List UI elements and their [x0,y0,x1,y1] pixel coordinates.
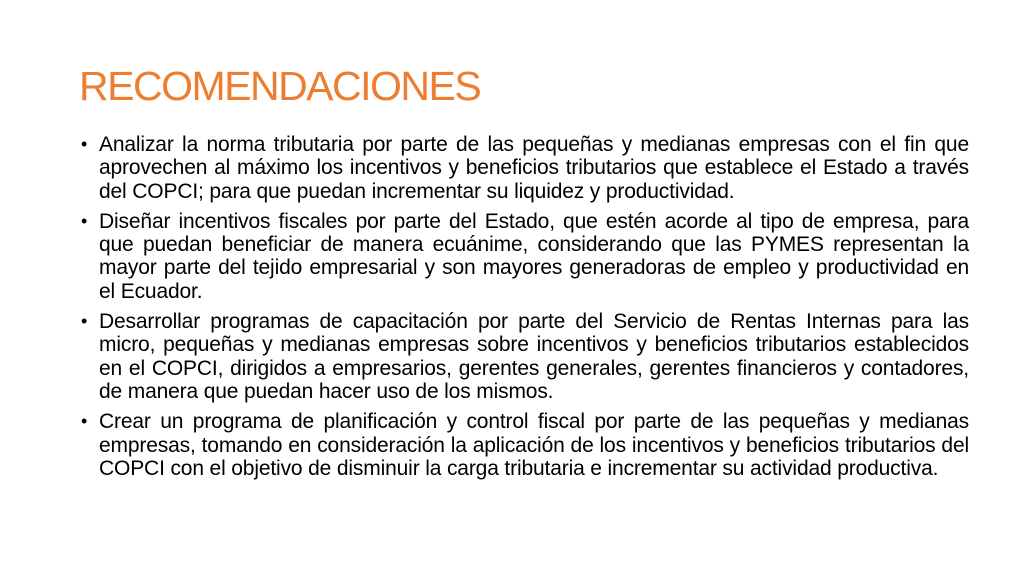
bullet-list [79,133,969,487]
bullet-text: Analizar la norma tributaria por parte de las pequeñas y medianas empresas con el fin que aprovechen al máximo los incentivos y beneficios tributarios que establece el Estado a través del COPCI; para que puedan incrementar su liquidez y productividad. [99,133,969,203]
bullet-dot-icon: • [81,134,88,154]
bullet-dot-icon: • [81,311,88,332]
bullet-dot-icon: • [81,210,88,231]
bullet-item [79,410,969,480]
bullet-text: Crear un programa de planificación y control fiscal por parte de las pequeñas y medianas empresas, tomando en consideración la aplicación de los incentivos y beneficios tributarios del COPCI con el objetivo de disminuir la carga tributaria e incrementar su actividad productiva. [99,410,969,480]
bullet-item [79,133,969,203]
bullet-item [79,210,969,303]
bullet-dot-icon: • [81,411,88,432]
bullet-text: Diseñar incentivos fiscales por parte del Estado, que estén acorde al tipo de empresa, para que puedan beneficiar de manera ecuánime, considerando que las PYMES representan la mayor parte del tejido empresarial y son mayores generadoras de empleo y productividad en el Ecuador. [99,209,969,303]
bullet-item [79,310,969,403]
slide-title: RECOMENDACIONES [79,63,481,109]
bullet-text: Desarrollar programas de capacitación por parte del Servicio de Rentas Internas para las micro, pequeñas y medianas empresas sobre incentivos y beneficios tributarios establecidos en el COPCI, dirigidos a empresarios, gerentes generales, gerentes financieros y contadores, de manera que puedan hacer uso de los mismos. [99,310,969,403]
